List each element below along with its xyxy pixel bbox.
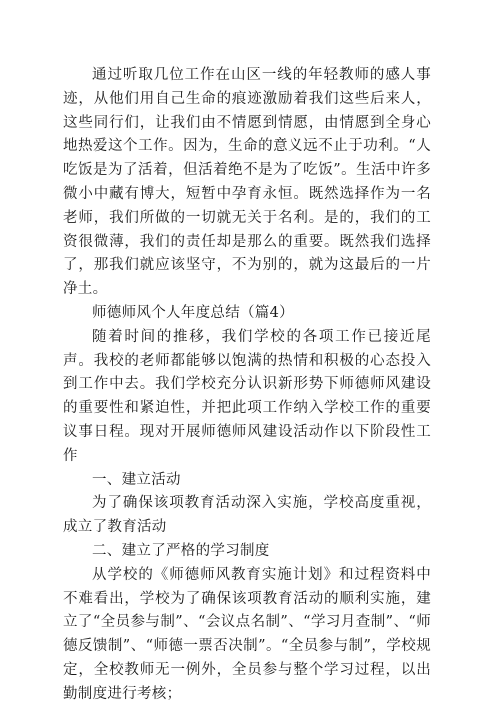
paragraph-teacher-stories: 通过听取几位工作在山区一线的年轻教师的感人事迹，从他们用自己生命的痕迹激励着我们这些后来人，这些同行们，让我们由不情愿到情愿，由情愿到全身心地热爱这个工作。因为，生命的意义远不止于功利。“人吃饭是为了活着，但活着绝不是为了吃饭”。生活中许多微小中藏有博大，短暂中孕育永恒。既然选择作为一名老师，我们所做的一切就无关于名利。是的，我们的工资很微薄，我们的责任却是那么的重要。既然我们选择了，那我们就应该坚守，不为别的，就为这最后的一片净土。 xyxy=(63,67,431,298)
paragraph-study-system: 从学校的《师德师风教育实施计划》和过程资料中不难看出，学校为了确保该项教育活动的顺利实施，建立了“全员参与制”、“会议点名制”、“学习月查制”、“师德反馈制”、“师德一票否决制”。“全员参与制”，学校规定，全校教师无一例外，全员参与整个学习过程，以出勤制度进行考核； xyxy=(63,566,431,702)
document-body xyxy=(63,64,431,707)
paragraph-intro: 随着时间的推移，我们学校的各项工作已接近尾声。我校的老师都能够以饱满的热情和积极的心态投入到工作中去。我们学校充分认识新形势下师德师风建设的重要性和紧迫性，并把此项工作纳入学校工作的重要议事日程。现对开展师德师风建设活动作以下阶段性工作 xyxy=(63,328,431,464)
heading-study-system: 二、建立了严格的学习制度 xyxy=(92,542,270,559)
heading-establish-activity: 一、建立活动 xyxy=(92,471,181,488)
paragraph-activity: 为了确保该项教育活动深入实施，学校高度重视，成立了教育活动 xyxy=(63,495,431,536)
section-title-part4: 师德师风个人年度总结（篇4） xyxy=(92,304,294,321)
